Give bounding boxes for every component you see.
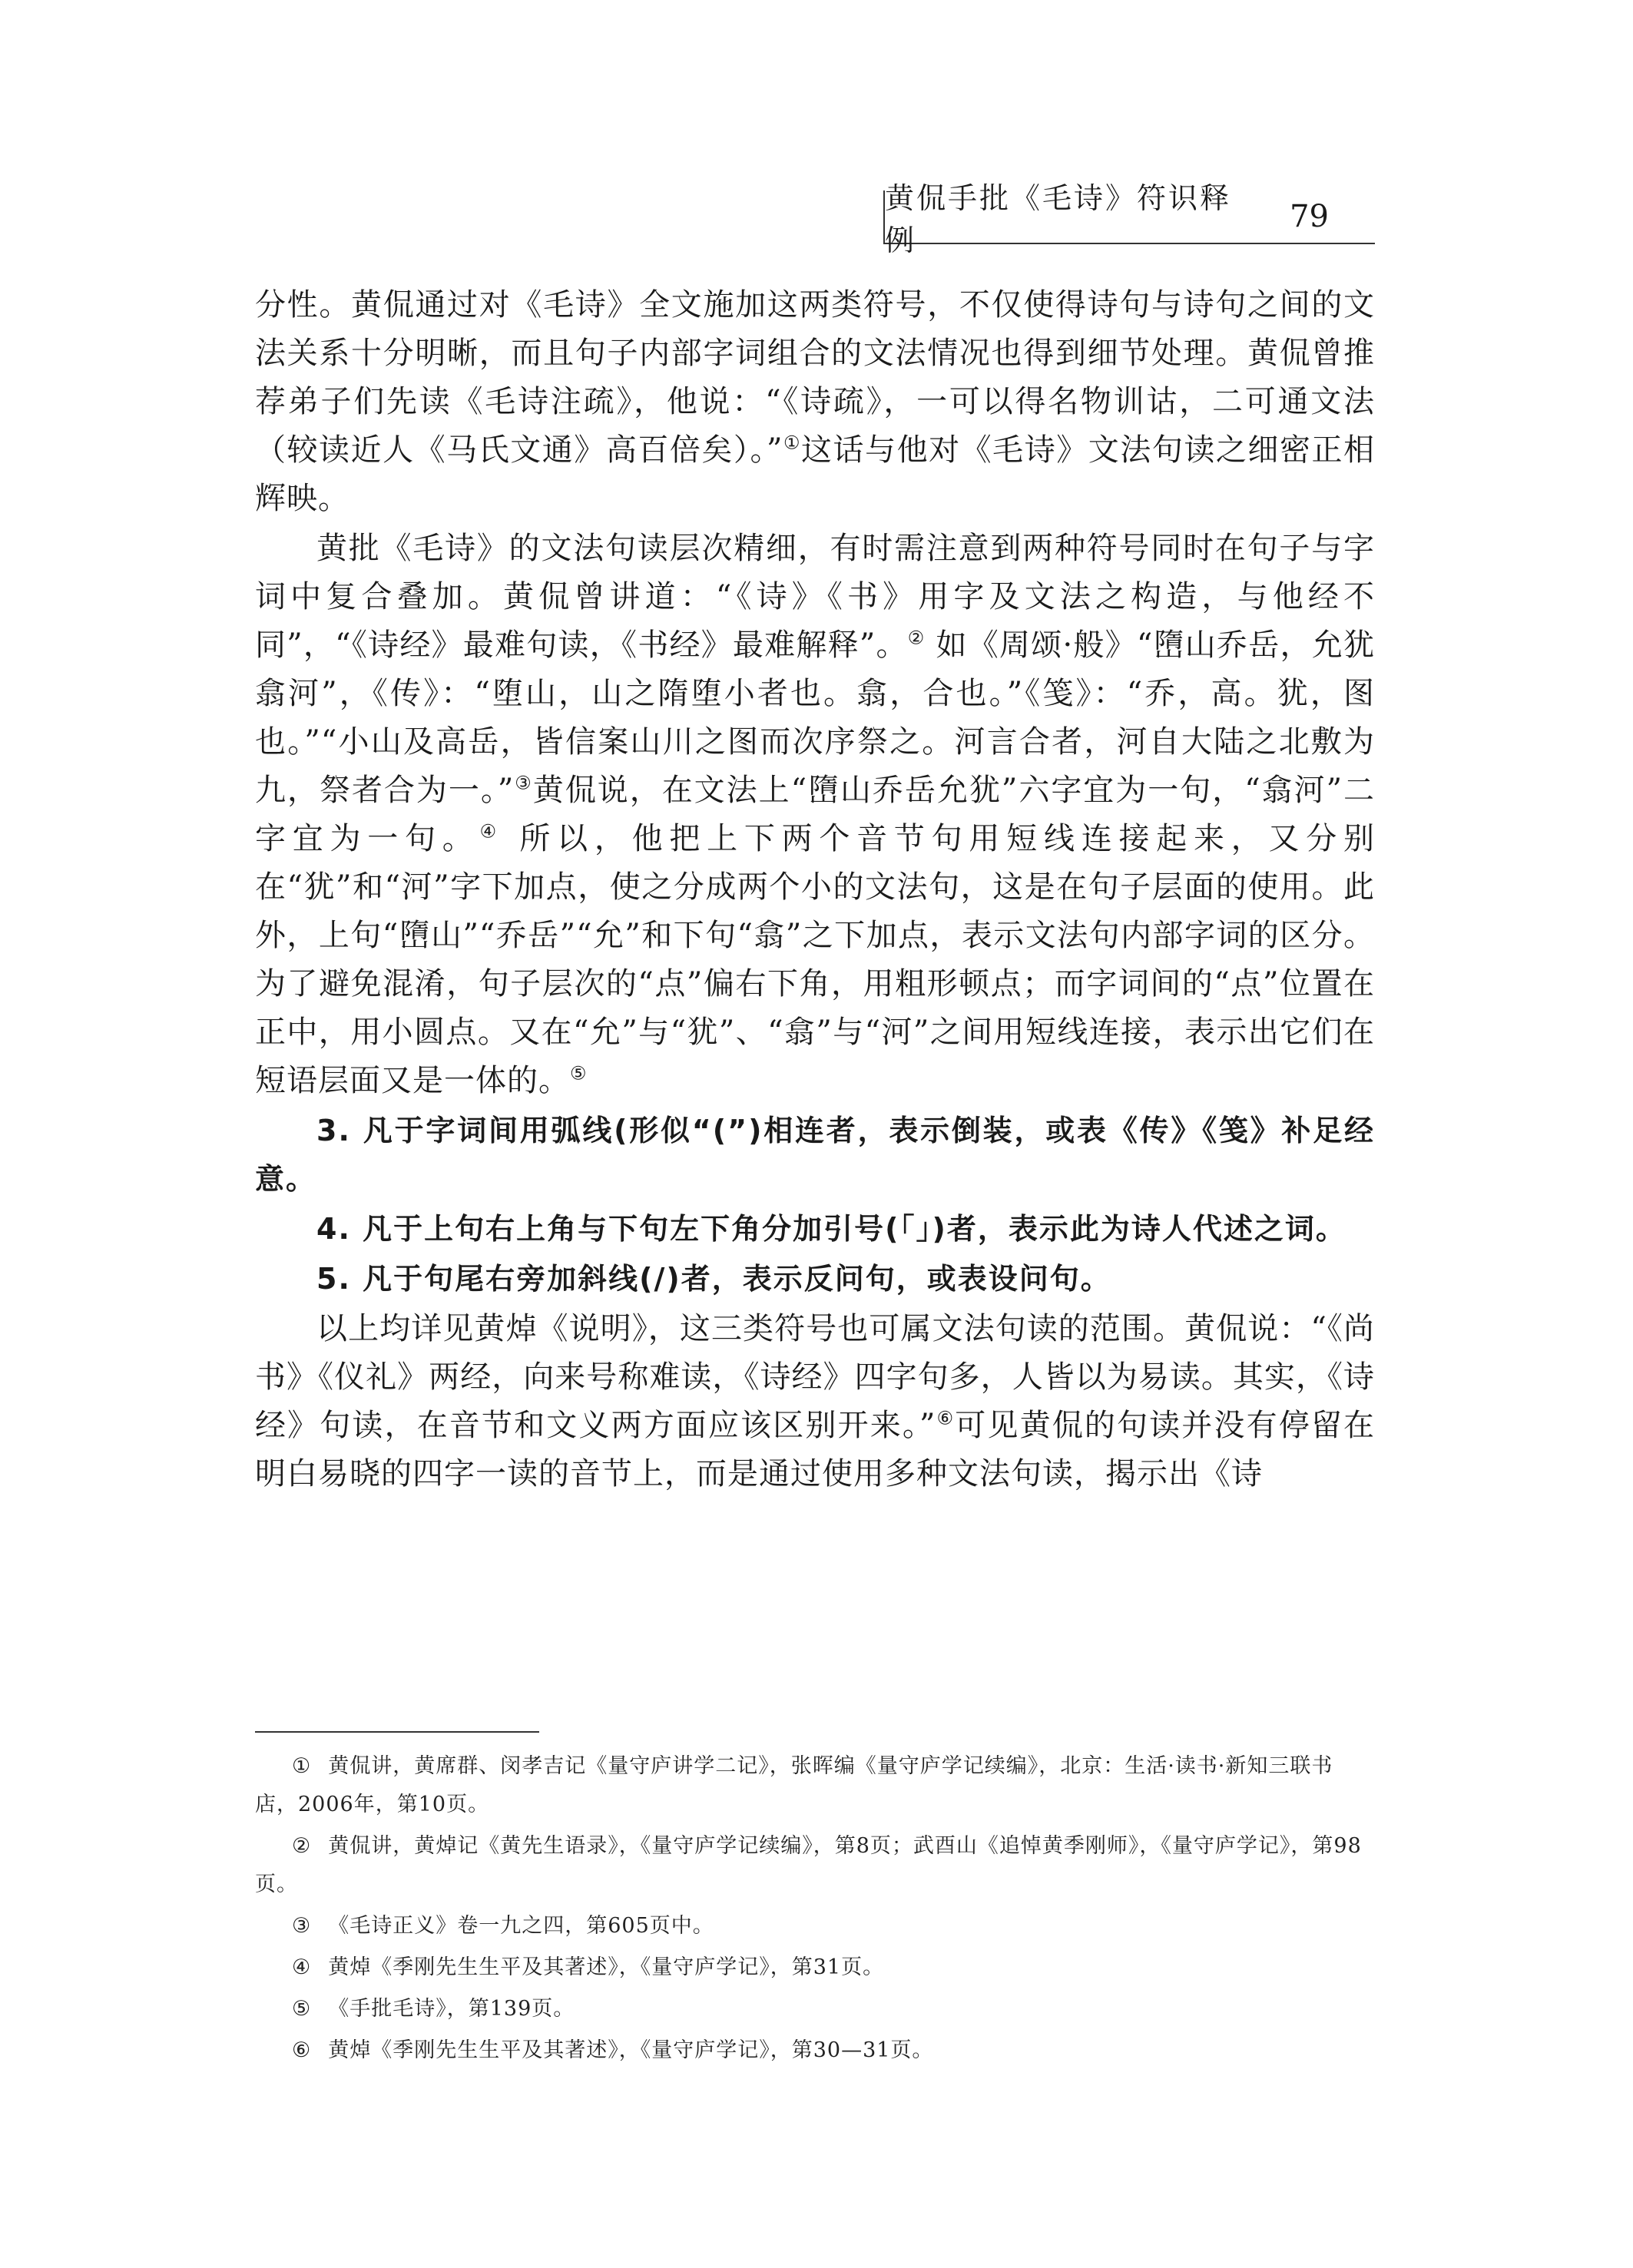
running-header-title: 黄侃手批《毛诗》符识释例 [885,181,1232,257]
footnote-ref-2: ② [907,627,926,649]
paragraph-text: 分性。黄侃通过对《毛诗》全文施加这两类符号，不仅使得诗句与诗句之间的文法关系十分明晰，而且句子内部字词组合的文法情况也得到细节处理。黄侃曾推荐弟子们先读《毛诗注疏》，他说：“《诗疏》，一可以得名物训诂，二可通文法（较读近人《马氏文通》高百倍矣）。” [255,287,1375,468]
running-header [883,181,1375,257]
footnote-mark: ③ [292,1914,312,1938]
footnote-text: 《毛诗正义》卷一九之四，第605页中。 [328,1914,714,1938]
footnote-text: 黄侃讲，黄席群、闵孝吉记《量守庐讲学二记》，张晖编《量守庐学记续编》，北京：生活·读书·新知三联书店，2006年，第10页。 [255,1754,1333,1816]
footnote-text: 黄焯《季刚先生生平及其著述》，《量守庐学记》，第31页。 [328,1955,885,1979]
paragraph-closing [255,1305,1375,1498]
paragraph-text: 黄批《毛诗》的文法句读层次精细，有时需注意到两种符号同时在句子与字词中复合叠加。黄侃曾讲道：“《诗》《书》用字及文法之构造，与他经不同”，“《诗经》最难句读，《书经》最难解释”。 [255,531,1375,663]
footnote-mark: ⑤ [292,1997,312,2021]
footnote-mark: ④ [292,1955,312,1979]
footnote-text: 黄侃讲，黄焯记《黄先生语录》，《量守庐学记续编》，第8页；武酉山《追悼黄季刚师》，《量守庐学记》，第98页。 [255,1834,1362,1896]
rule-4: 4. 凡于上句右上角与下句左下角分加引号(「」)者，表示此为诗人代述之词。 [316,1212,1346,1246]
page-number: 79 [1290,199,1329,234]
paragraph-text: 黄侃说，在文法上“嶞山乔岳允犹”六字宜为一句，“翕河”二字宜为一句。 [255,773,1376,856]
paragraph-text: 如《周颂·般》“嶞山乔岳，允犹翕河”，《传》：“堕山，山之隋堕小者也。翕，合也。”《笺》：“乔，高。犹，图也。”“小山及高岳，皆信案山川之图而次序祭之。河言合者，河自大陆之北敷为九，祭者合为一。” [255,627,1375,808]
paragraph-text: 所以，他把上下两个音节句用短线连接起来，又分别在“犹”和“河”字下加点，使之分成两个小的文法句，这是在句子层面的使用。此外，上句“嶞山”“乔岳”“允”和下句“翕”之下加点，表示文法句内部字词的区分。为了避免混淆，句子层次的“点”偏右下角，用粗形顿点；而字词间的“点”位置在正中，用小圆点。又在“允”与“犹”、“翕”与“河”之间用短线连接，表示出它们在短语层面又是一体的。 [255,821,1376,1098]
footnote-4 [255,1948,1375,1987]
footnote-text: 黄焯《季刚先生生平及其著述》，《量守庐学记》，第30—31页。 [328,2038,934,2062]
footnote-ref-5: ⑤ [570,1062,588,1084]
footnote-ref-4: ④ [479,820,503,843]
rule-5: 5. 凡于句尾右旁加斜线(/)者，表示反问句，或表设问句。 [316,1262,1111,1296]
footnote-ref-6: ⑥ [936,1407,956,1429]
footnote-3 [255,1907,1375,1945]
paragraph-text: 以上均详见黄焯《说明》，这三类符号也可属文法句读的范围。黄侃说：“《尚书》《仪礼》两经，向来号称难读，《诗经》四字句多，人皆以为易读。其实，《诗经》句读，在音节和文义两方面应该区别开来。” [255,1311,1375,1443]
footnote-text: 《手批毛诗》，第139页。 [328,1997,575,2021]
footnote-1 [255,1747,1375,1824]
footnote-5 [255,1990,1375,2028]
footnote-6 [255,2031,1375,2070]
main-text [255,281,1375,1500]
footnote-mark: ① [292,1754,312,1778]
footnote-mark: ⑥ [292,2038,312,2062]
footnote-ref-3: ③ [514,772,533,794]
paragraph-2 [255,525,1375,1105]
paragraph-text: 可见黄侃的句读并没有停留在明白易晓的四字一读的音节上，而是通过使用多种文法句读，揭示出《诗 [255,1408,1376,1492]
footnote-mark: ② [292,1834,312,1858]
paragraph-1 [255,281,1375,523]
rule-3: 3. 凡于字词间用弧线(形似“(”)相连者，表示倒装，或表《传》《笺》补足经意。 [255,1114,1375,1196]
paragraph-text: 这话与他对《毛诗》文法句读之细密正相辉映。 [255,432,1376,516]
footnote-2 [255,1827,1375,1904]
footnote-divider [255,1731,539,1733]
footnotes [255,1747,1375,2073]
footnote-ref-1: ① [783,432,802,454]
